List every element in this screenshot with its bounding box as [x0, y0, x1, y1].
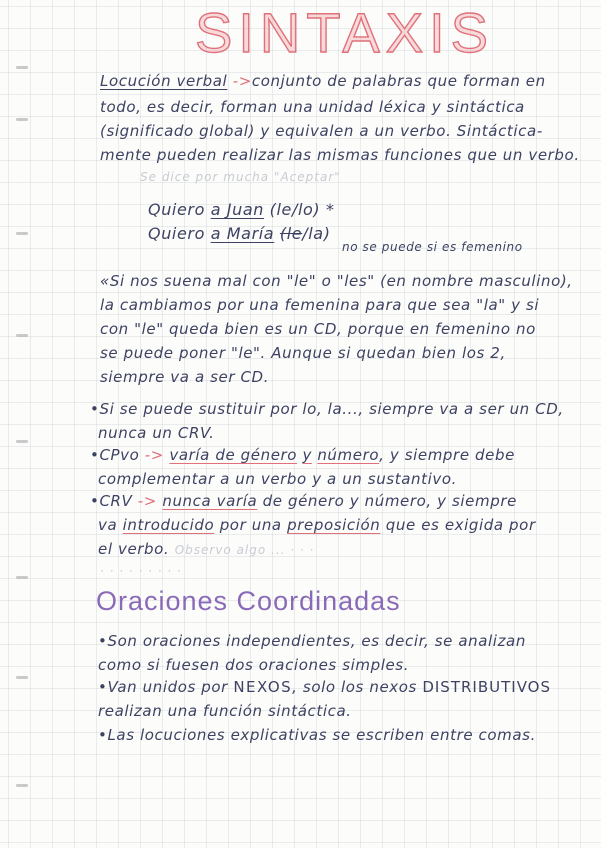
bullet-2-line-2: complementar a un verbo y a un sustantivo. — [98, 470, 457, 488]
crv-term: •CRV — [90, 492, 133, 510]
example-2-crossed: (le — [279, 224, 303, 243]
rule-line-4: se puede poner "le". Aunque si quedan bien los 2, — [100, 344, 506, 362]
coord-line-5: •Las locuciones explicativas se escriben entre comas. — [98, 726, 536, 744]
definition-line-2: todo, es decir, forman una unidad léxica y sintáctica — [100, 98, 525, 116]
coord-line-1: •Son oraciones independientes, es decir, se analizan — [98, 632, 526, 650]
crv-l2-mid: por una — [219, 516, 282, 534]
margin-hole — [16, 66, 28, 69]
example-1-object: a Juan — [210, 200, 264, 219]
cpvo-number: número — [317, 446, 380, 464]
coord-distributivos: DISTRIBUTIVOS — [422, 678, 552, 696]
faint-line: · · · · · · · · · — [100, 564, 182, 578]
definition-line-1 — [100, 72, 546, 90]
bullet-2-line-1 — [90, 446, 515, 464]
margin-hole — [16, 232, 28, 235]
crv-never-varies: nunca varía — [162, 492, 258, 510]
coord-l3-mid: , solo los nexos — [292, 678, 417, 696]
margin-hole — [16, 576, 28, 579]
cpvo-and: y — [302, 446, 312, 464]
arrow-icon: -> — [144, 446, 164, 464]
example-2 — [148, 224, 331, 243]
example-2-note: no se puede si es femenino — [342, 240, 523, 254]
cpvo-gender: varía de género — [169, 446, 298, 464]
coord-line-3 — [98, 678, 551, 696]
example-2-pronoun: /la) — [302, 224, 331, 243]
definition-line-4: mente pueden realizar las mismas funciones que un verbo. — [100, 146, 580, 164]
arrow-icon: -> — [232, 72, 252, 90]
section-heading: Oraciones Coordinadas — [96, 586, 401, 616]
margin-hole — [16, 440, 28, 443]
faint-note: Se dice por mucha "Aceptar" — [140, 170, 341, 184]
crv-l3-faint: Observo algo ... · · · — [174, 543, 315, 557]
crv-rest: de género y número, y siempre — [262, 492, 517, 510]
example-1-pronouns: (le/lo) * — [269, 200, 335, 219]
example-1 — [148, 200, 335, 219]
crv-l3: el verbo. — [98, 540, 170, 558]
cpvo-rest: , y siempre debe — [379, 446, 515, 464]
crv-l2-pre: va — [98, 516, 118, 534]
crv-l2-rest: que es exigida por — [385, 516, 536, 534]
bullet-3-line-1 — [90, 492, 517, 510]
rule-line-5: siempre va a ser CD. — [100, 368, 270, 386]
definition-term: Locución verbal — [100, 72, 228, 90]
margin-hole — [16, 676, 28, 679]
cpvo-term: •CPvo — [90, 446, 140, 464]
rule-line-3: con "le" queda bien es un CD, porque en femenino no — [100, 320, 536, 338]
rule-line-2: la cambiamos por una femenina para que sea "la" y si — [100, 296, 540, 314]
page-title: SINTAXIS — [195, 1, 495, 64]
bullet-3-line-3 — [98, 540, 314, 558]
coord-nexos: NEXOS — [233, 678, 293, 696]
rule-line-1: «Si nos suena mal con "le" o "les" (en nombre masculino), — [100, 272, 573, 290]
bullet-1-line-2: nunca un CRV. — [98, 424, 215, 442]
definition-text: conjunto de palabras que forman en — [251, 72, 546, 90]
crv-introduced: introducido — [122, 516, 215, 534]
example-1-verb: Quiero — [148, 200, 205, 219]
example-2-object: a María — [210, 224, 275, 243]
arrow-icon: -> — [137, 492, 157, 510]
bullet-3-line-2 — [98, 516, 536, 534]
coord-line-4: realizan una función sintáctica. — [98, 702, 352, 720]
bullet-1-line-1: •Si se puede sustituir por lo, la..., siempre va a ser un CD, — [90, 400, 564, 418]
example-2-verb: Quiero — [148, 224, 205, 243]
crv-preposition: preposición — [287, 516, 381, 534]
coord-l3-pre: •Van unidos por — [98, 678, 228, 696]
margin-hole — [16, 784, 28, 787]
definition-line-3: (significado global) y equivalen a un verbo. Sintáctica- — [100, 122, 543, 140]
coord-line-2: como si fuesen dos oraciones simples. — [98, 656, 410, 674]
margin-hole — [16, 334, 28, 337]
margin-hole — [16, 118, 28, 121]
